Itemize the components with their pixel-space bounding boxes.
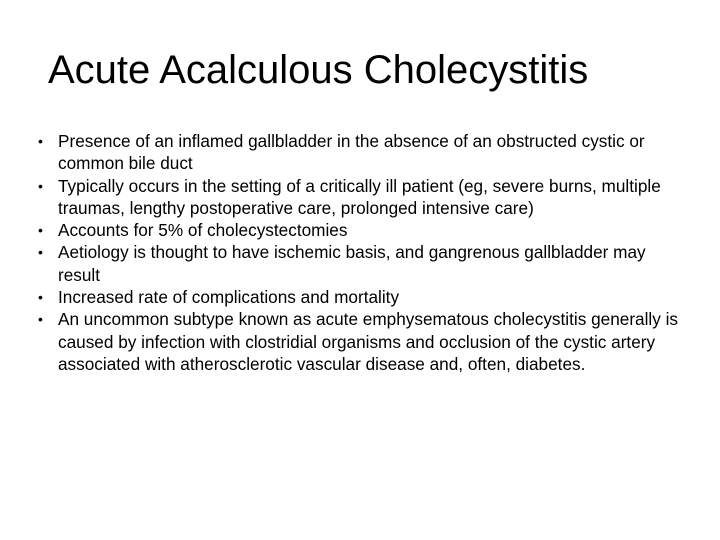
bullet-text: Typically occurs in the setting of a critically ill patient (eg, severe burns, multiple traumas, lengthy postoperative care, prolonged intensive care) bbox=[58, 175, 661, 218]
slide-title: Acute Acalculous Cholecystitis bbox=[48, 48, 589, 92]
bullet-item bbox=[38, 175, 688, 220]
bullet-text: Increased rate of complications and mortality bbox=[58, 287, 400, 308]
bullet-icon: • bbox=[38, 289, 43, 306]
bullet-icon: • bbox=[38, 177, 43, 194]
bullet-text: Accounts for 5% of cholecystectomies bbox=[58, 220, 348, 241]
bullet-icon: • bbox=[38, 311, 43, 328]
bullet-list bbox=[38, 130, 688, 375]
bullet-item bbox=[38, 219, 688, 241]
bullet-icon: • bbox=[38, 133, 43, 149]
bullet-icon: • bbox=[38, 222, 43, 239]
bullet-item bbox=[38, 241, 688, 286]
bullet-item bbox=[38, 286, 688, 308]
bullet-icon: • bbox=[38, 244, 43, 261]
bullet-item bbox=[38, 130, 688, 175]
bullet-text: Presence of an inflamed gallbladder in the absence of an obstructed cystic or common bile duct bbox=[58, 131, 645, 174]
bullet-item bbox=[38, 308, 688, 375]
bullet-text: An uncommon subtype known as acute emphysematous cholecystitis generally is caused by infection with clostridial organisms and occlusion of the cystic artery associated with atherosclerotic vascular disease and, often, diabetes. bbox=[58, 309, 679, 374]
bullet-text: Aetiology is thought to have ischemic basis, and gangrenous gallbladder may result bbox=[58, 242, 646, 285]
